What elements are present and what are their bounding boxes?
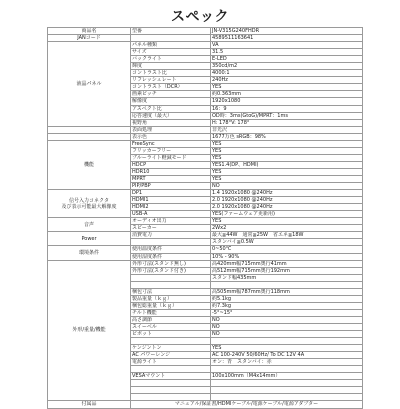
spec-row	[48, 126, 363, 133]
spec-item-label: ケンジントン	[131, 345, 211, 352]
spec-item-value: 100x100mm（M4x14mm）	[211, 373, 363, 380]
spec-item-label: 型番	[131, 28, 211, 35]
spec-row	[48, 35, 363, 42]
spec-item-label	[131, 387, 211, 394]
spec-item-value: 2.0 1920x1080 @240Hz	[211, 204, 363, 211]
spec-item-value	[211, 338, 363, 345]
spec-item-value: 240Hz	[211, 77, 363, 84]
spec-group-label: 機能	[48, 140, 131, 189]
spec-item-value: YES	[211, 168, 363, 175]
spec-item-value: 350cd/m2	[211, 63, 363, 70]
spec-item-label: サイズ	[131, 49, 211, 56]
spec-group-label: 液晶パネル	[48, 42, 131, 127]
spec-item-value: 約7.3kg	[211, 302, 363, 309]
spec-item-label: PIP/PBP	[131, 183, 211, 190]
spec-item-label: 画素ピッチ	[131, 91, 211, 98]
spec-item-label: HDMI1	[131, 197, 211, 204]
spec-item-value	[211, 380, 363, 387]
spec-item-label	[131, 35, 211, 42]
spec-table-body	[48, 28, 363, 409]
spec-item-value	[211, 387, 363, 394]
spec-item-value: JN-V315G240FHDR	[211, 28, 363, 35]
spec-item-value: NO	[211, 331, 363, 338]
spec-item-value: 0~50℃	[211, 246, 363, 253]
spec-item-label	[131, 239, 211, 246]
spec-group-label: 環境条件	[48, 246, 131, 260]
spec-item-label: AC パワーレンジ	[131, 352, 211, 359]
spec-item-label	[131, 281, 211, 288]
spec-group-label: Power	[48, 232, 131, 246]
spec-item-value: 高420mm幅715mm奥行41mm	[211, 260, 363, 267]
spec-item-value: 約5.1kg	[211, 295, 363, 302]
spec-group-label	[48, 133, 131, 140]
spec-item-label: バックライト	[131, 56, 211, 63]
spec-row	[48, 218, 363, 225]
spec-item-value	[211, 281, 363, 288]
spec-row	[48, 42, 363, 49]
spec-item-value: 2.0 1920x1080 @240Hz	[211, 197, 363, 204]
spec-item-value: スタンバイ≦0.5W	[211, 239, 363, 246]
spec-item-label: DP1	[131, 190, 211, 197]
spec-item-value: 4589511163641	[211, 35, 363, 42]
spec-item-value: NO	[211, 323, 363, 330]
spec-item-value: 1677万色 sRGB：98%	[211, 133, 363, 140]
spec-item-value: YES	[211, 147, 363, 154]
spec-item-label: 梱包寸法	[131, 288, 211, 295]
spec-item-label: アスペクト比	[131, 105, 211, 112]
spec-row	[48, 260, 363, 267]
spec-item-label: リフレッシュレート	[131, 77, 211, 84]
spec-item-label: HDR10	[131, 168, 211, 175]
spec-item-value: YES	[211, 84, 363, 91]
spec-item-label: FreeSync	[131, 140, 211, 147]
spec-item-value: 1920x1080	[211, 98, 363, 105]
spec-item-label: パネル種類	[131, 42, 211, 49]
spec-item-label: 表面処理	[131, 126, 211, 133]
spec-row	[48, 28, 363, 35]
spec-item-value: YES	[211, 345, 363, 352]
spec-item-value: YES	[211, 140, 363, 147]
spec-group-label	[48, 126, 131, 133]
spec-item-label: スピーカー	[131, 225, 211, 232]
spec-row	[48, 190, 363, 197]
spec-item-value: YES	[211, 154, 363, 161]
spec-item-label: 使用湿度条件	[131, 253, 211, 260]
spec-row	[48, 140, 363, 147]
spec-group-label: JANコード	[48, 35, 131, 42]
spec-item-value: -5°~15°	[211, 309, 363, 316]
spec-group-label: 音声	[48, 218, 131, 232]
spec-item-value: スタンド幅435mm	[211, 274, 363, 281]
spec-item-label: チルト機能	[131, 309, 211, 316]
spec-item-value: AC 100-240V 50/60Hz/ To DC 12V 4A	[211, 352, 363, 359]
spec-row	[48, 133, 363, 140]
spec-table	[47, 27, 363, 409]
spec-item-label: 外形寸法(スタンド付き)	[131, 267, 211, 274]
spec-item-label: 製品重量（ｋｇ）	[131, 295, 211, 302]
spec-item-label: 電源ライト	[131, 359, 211, 366]
spec-item-value: 1.4 1920x1080 @240Hz	[211, 190, 363, 197]
spec-item-label	[131, 274, 211, 281]
spec-item-value: OD時：3ms(GtoG)/MPRT：1ms	[211, 112, 363, 119]
spec-item-value: YES1.4(DP、HDMI)	[211, 161, 363, 168]
spec-row	[48, 232, 363, 239]
spec-item-value: オン：青 スタンバイ：赤	[211, 359, 363, 366]
spec-row-accessories	[48, 401, 363, 408]
spec-item-label: HDMI2	[131, 204, 211, 211]
spec-group-label: 付属品	[48, 401, 131, 408]
spec-item-label: コントラスト比	[131, 70, 211, 77]
spec-item-label	[131, 380, 211, 387]
spec-item-value: H: 178°V: 178°	[211, 119, 363, 126]
spec-item-label: 外形寸法(スタンド無し)	[131, 260, 211, 267]
spec-item-label: 輝度	[131, 63, 211, 70]
spec-row	[48, 246, 363, 253]
spec-item-label: 視野角	[131, 119, 211, 126]
spec-item-value: YES	[211, 175, 363, 182]
spec-item-value: 最大≦44W 通常≦25W 省エネ≦18W	[211, 232, 363, 239]
spec-item-label	[131, 366, 211, 373]
spec-item-value: NO	[211, 183, 363, 190]
spec-item-value: 高512mm幅715mm奥行192mm	[211, 267, 363, 274]
spec-item-label: オーディオ出力	[131, 218, 211, 225]
spec-item-label: HDCP	[131, 161, 211, 168]
spec-item-value	[211, 366, 363, 373]
spec-item-value: YES(ファームウェア更新用)	[211, 211, 363, 218]
spec-group-label: 信号入力コネクタ 及び表示可能最大解像度	[48, 190, 131, 218]
spec-item-label: VESAマウント	[131, 373, 211, 380]
spec-item-label: 表示色	[131, 133, 211, 140]
spec-item-label: MPRT	[131, 175, 211, 182]
spec-item-value: YES	[211, 218, 363, 225]
spec-item-label: 高さ調節	[131, 316, 211, 323]
spec-item-value: VA	[211, 42, 363, 49]
spec-group-label: 商品名	[48, 28, 131, 35]
spec-item-value: E-LED	[211, 56, 363, 63]
spec-item-label: 梱包総重量（ｋｇ）	[131, 302, 211, 309]
spec-item-value: 高505mm幅787mm奥行118mm	[211, 288, 363, 295]
spec-item-value: 16：9	[211, 105, 363, 112]
spec-item-label: ピボット	[131, 331, 211, 338]
spec-item-value: 4000:1	[211, 70, 363, 77]
spec-item-label: 消費電力	[131, 232, 211, 239]
spec-item-value: 2Wx2	[211, 225, 363, 232]
spec-item-value: 非光沢	[211, 126, 363, 133]
spec-item-label	[131, 338, 211, 345]
spec-item-label: ブルーライト軽減モード	[131, 154, 211, 161]
spec-item-label: スイーベル	[131, 323, 211, 330]
spec-item-value: 約0.363mm	[211, 91, 363, 98]
spec-item-label: USB-A	[131, 211, 211, 218]
spec-item-label: コントラスト（DCR）	[131, 84, 211, 91]
spec-item-label: 応答速度（最大）	[131, 112, 211, 119]
spec-item-value: 10% - 90%	[211, 253, 363, 260]
spec-item-label: 使用温度条件	[131, 246, 211, 253]
spec-item-label: フリッカーフリー	[131, 147, 211, 154]
spec-group-label: 外形/重量/機能	[48, 260, 131, 401]
spec-item-value: 31.5	[211, 49, 363, 56]
spec-item-value: マニュアル/保証書/HDMIケーブル/電源ケーブル/電源アダプター	[131, 401, 363, 408]
page-title: スペック	[171, 9, 229, 25]
spec-item-label: 解像度	[131, 98, 211, 105]
spec-item-value: NO	[211, 316, 363, 323]
